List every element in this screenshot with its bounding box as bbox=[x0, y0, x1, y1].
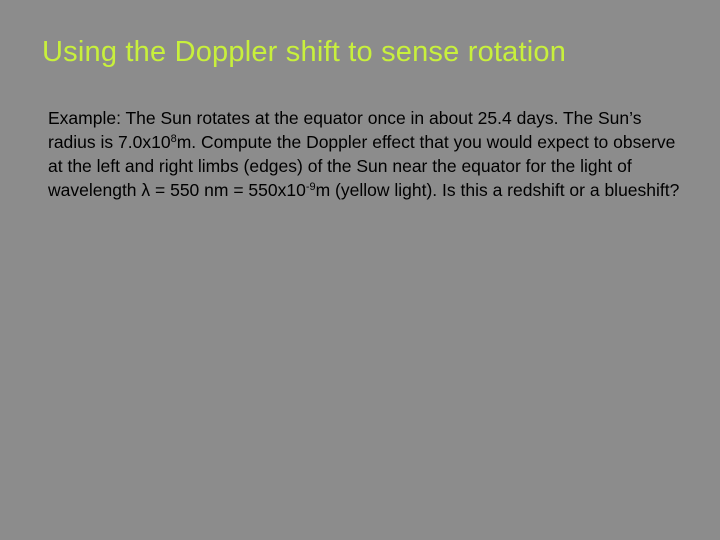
slide-body-text bbox=[48, 106, 688, 202]
wavelength-exponent: -9 bbox=[305, 181, 316, 193]
body-text-part-1: Example: The Sun rotates at the equator once in about 25.4 days. The Sun’s radius is 7.0x10 bbox=[48, 108, 642, 152]
radius-exponent: 8 bbox=[170, 133, 177, 145]
body-text-part-3: m (yellow light). Is this a redshift or a blueshift? bbox=[315, 180, 680, 200]
body-text-part-2: m. Compute the Doppler effect that you would expect to observe at the left and right limbs (edges) of the Sun near the equator for the light of wavelength λ = 550 nm = 550x10 bbox=[48, 132, 676, 200]
slide-title: Using the Doppler shift to sense rotation bbox=[42, 36, 567, 68]
